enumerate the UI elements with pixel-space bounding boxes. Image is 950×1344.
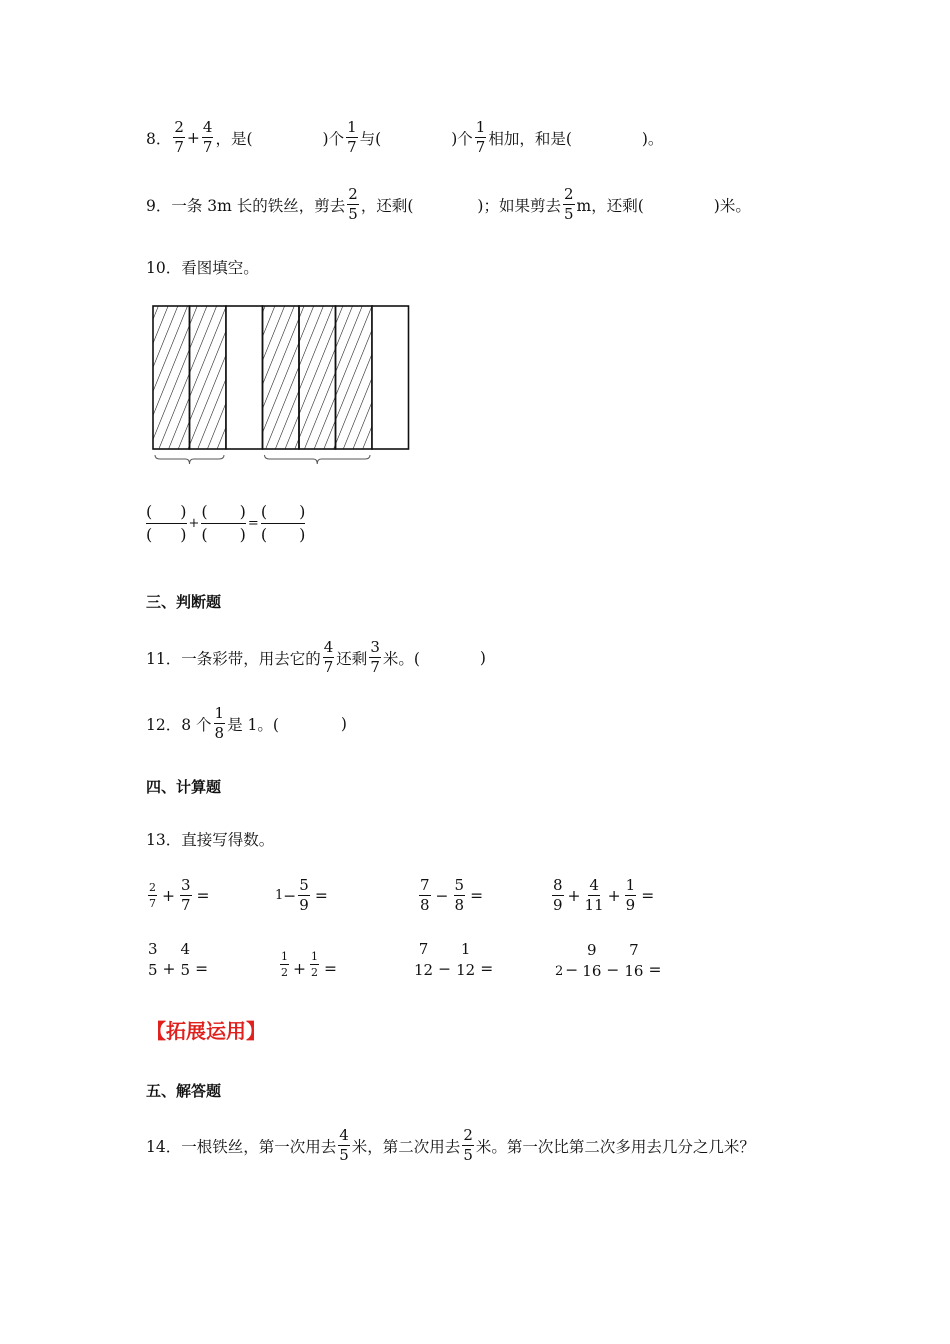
text: 相加，和是( — [488, 129, 572, 148]
fraction — [419, 878, 431, 913]
numerator: 2 — [563, 185, 574, 203]
denominator-blank[interactable]: ( ) — [146, 525, 187, 544]
denominator: 8 — [214, 724, 225, 742]
fraction-equation — [146, 504, 305, 543]
denominator: 12 — [456, 961, 476, 979]
operator: − — [438, 960, 452, 978]
denominator: 5 — [348, 205, 358, 223]
numerator: 7 — [420, 876, 430, 894]
question-9 — [146, 187, 751, 222]
question-13 — [146, 828, 274, 850]
text: 一根铁丝，第一次用去 — [181, 1137, 337, 1156]
numerator: 7 — [418, 940, 429, 958]
numerator: 4 — [180, 940, 191, 958]
equals-sign: = — [470, 886, 484, 905]
brace — [155, 455, 224, 464]
fraction — [346, 120, 358, 155]
extend-section-title: 【拓展运用】 — [146, 1019, 266, 1043]
section-heading-judgment: 三、判断题 — [146, 593, 222, 611]
numerator: 1 — [281, 949, 288, 963]
blank-fraction[interactable] — [146, 504, 187, 543]
fraction — [552, 878, 564, 913]
question-10 — [146, 256, 259, 278]
operator: + — [162, 886, 175, 905]
denominator: 7 — [202, 138, 213, 156]
denominator: 7 — [370, 658, 380, 676]
operator: + — [162, 960, 176, 978]
equals-sign: = — [641, 886, 655, 905]
question-text: 直接写得数。 — [181, 831, 275, 849]
fraction — [181, 942, 191, 978]
text: ，是( — [215, 129, 253, 148]
denominator: 8 — [454, 896, 465, 914]
operator: − — [283, 886, 297, 905]
denominator: 5 — [148, 961, 158, 979]
fraction — [456, 942, 475, 978]
numerator: 5 — [454, 876, 465, 894]
numerator: 3 — [148, 940, 158, 958]
operator: + — [293, 960, 306, 978]
calc-item — [146, 942, 208, 978]
fraction — [148, 942, 158, 978]
equals-sign: = — [195, 960, 209, 978]
text: 一条 3m 长的铁丝，剪去 — [171, 196, 346, 215]
text: 与( — [359, 129, 382, 148]
blank-fraction[interactable] — [201, 504, 246, 543]
fraction — [173, 120, 185, 155]
question-number: 9． — [146, 196, 172, 215]
text: ) — [340, 714, 347, 733]
numerator: 4 — [339, 1126, 349, 1144]
fraction — [563, 187, 575, 222]
plus-sign: + — [186, 128, 200, 147]
denominator: 9 — [553, 896, 563, 914]
fraction — [347, 187, 359, 222]
denominator-blank[interactable]: ( ) — [260, 525, 306, 544]
text: ) — [479, 648, 486, 667]
fraction — [148, 882, 157, 909]
text: 米，第二次用去 — [351, 1137, 461, 1156]
numerator: 1 — [311, 949, 318, 963]
empty-segment — [226, 306, 263, 449]
numerator-blank[interactable]: ( ) — [261, 504, 306, 524]
denominator: 5 — [339, 1146, 349, 1164]
numerator: 8 — [553, 876, 563, 894]
denominator: 5 — [563, 205, 574, 223]
question-number: 13． — [146, 831, 182, 849]
fraction — [180, 878, 192, 913]
fraction — [625, 878, 637, 913]
shaded-segment — [190, 306, 227, 449]
text: 米。第一次比第二次多用去几分之几米？ — [475, 1137, 755, 1156]
equals-sign: = — [324, 960, 337, 978]
fraction — [454, 878, 466, 913]
equals-sign: = — [648, 960, 662, 979]
question-12 — [146, 706, 347, 741]
text: 还剩 — [336, 649, 368, 668]
numerator: 1 — [475, 118, 486, 136]
denominator-blank[interactable]: ( ) — [201, 525, 246, 544]
numerator: 2 — [463, 1126, 473, 1144]
fraction — [582, 940, 602, 980]
fraction — [202, 120, 214, 155]
brace — [265, 455, 371, 464]
fraction — [298, 878, 310, 913]
denominator: 5 — [180, 961, 191, 979]
question-number: 11． — [146, 649, 182, 668]
shaded-segment — [153, 306, 190, 449]
calc-item — [278, 950, 337, 978]
text: 一条彩带，用去它的 — [181, 649, 321, 668]
numerator: 3 — [370, 638, 380, 656]
denominator: 11 — [584, 896, 604, 914]
calc-item — [417, 878, 483, 913]
fraction — [475, 120, 487, 155]
denominator: 8 — [420, 896, 430, 914]
numerator-blank[interactable]: ( ) — [201, 504, 246, 524]
numerator: 5 — [299, 876, 309, 894]
text: 是 1。( — [227, 715, 279, 734]
question-11 — [146, 640, 486, 675]
operator: − — [435, 886, 449, 905]
denominator: 7 — [181, 896, 191, 914]
numerator: 4 — [202, 118, 213, 136]
numerator: 2 — [174, 118, 184, 136]
calc-item — [146, 878, 210, 913]
denominator: 7 — [149, 897, 156, 910]
numerator: 1 — [214, 704, 225, 722]
section-heading-calculation: 四、计算题 — [146, 778, 222, 796]
shaded-segment — [263, 306, 300, 449]
denominator: 2 — [281, 965, 288, 979]
text: )；如果剪去 — [477, 196, 561, 215]
denominator: 16 — [582, 961, 602, 980]
text: )个 — [451, 129, 473, 148]
operator: − — [606, 960, 620, 979]
text: )。 — [641, 129, 664, 148]
denominator: 7 — [347, 138, 357, 156]
hatched-bar-figure — [150, 302, 415, 472]
question-14 — [146, 1128, 755, 1163]
calc-item — [555, 942, 661, 979]
question-number: 10． — [146, 259, 182, 277]
text: m，还剩( — [576, 196, 644, 215]
numerator: 3 — [181, 876, 191, 894]
calc-item — [412, 942, 493, 978]
shaded-segment — [336, 306, 373, 449]
denominator: 9 — [625, 896, 636, 914]
question-text: 看图填空。 — [181, 259, 259, 277]
denominator: 2 — [311, 965, 318, 979]
numerator-blank[interactable]: ( ) — [146, 504, 187, 524]
operator: + — [567, 886, 581, 905]
equals-sign: = — [314, 886, 328, 905]
fraction — [310, 951, 319, 978]
fraction — [338, 1128, 350, 1163]
fraction — [624, 940, 644, 980]
calc-item — [550, 878, 654, 913]
fraction — [585, 878, 604, 913]
shaded-segment — [299, 306, 336, 449]
operator: − — [565, 960, 579, 979]
braces — [155, 455, 370, 464]
numerator: 1 — [625, 876, 636, 894]
blank-fraction[interactable] — [261, 504, 306, 543]
denominator: 9 — [299, 896, 309, 914]
fraction — [462, 1128, 474, 1163]
operator: + — [607, 886, 621, 905]
equals-sign: = — [480, 960, 494, 978]
fraction — [214, 706, 226, 741]
numerator: 9 — [587, 940, 597, 959]
text: )米。 — [713, 196, 751, 215]
numerator: 2 — [348, 185, 358, 203]
bar-segments — [153, 306, 409, 449]
denominator: 7 — [174, 138, 184, 156]
question-number: 8． — [146, 129, 172, 148]
denominator: 16 — [624, 961, 644, 980]
calc-item — [275, 878, 328, 913]
numerator: 2 — [149, 881, 156, 894]
numerator: 4 — [589, 876, 599, 894]
denominator: 7 — [323, 658, 334, 676]
question-number: 12． — [146, 715, 182, 734]
question-8 — [146, 120, 663, 155]
numerator: 4 — [323, 638, 334, 656]
equals-sign: = — [196, 886, 210, 905]
text: ，还剩( — [360, 196, 414, 215]
fraction — [369, 640, 381, 675]
section-heading-answer: 五、解答题 — [146, 1082, 222, 1100]
equals-sign: = — [247, 516, 259, 531]
number: 2 — [555, 964, 564, 979]
fraction — [280, 951, 289, 978]
empty-segment — [372, 306, 409, 449]
fraction — [414, 942, 433, 978]
numerator: 1 — [347, 118, 357, 136]
numerator: 1 — [460, 940, 471, 958]
plus-sign: + — [188, 516, 200, 531]
text: 8 个 — [181, 715, 212, 734]
denominator: 7 — [475, 138, 486, 156]
number: 1 — [275, 888, 284, 903]
numerator: 7 — [629, 940, 639, 959]
denominator: 5 — [463, 1146, 473, 1164]
text: 米。( — [382, 649, 420, 668]
fraction — [323, 640, 335, 675]
question-number: 14． — [146, 1137, 182, 1156]
denominator: 12 — [414, 961, 434, 979]
text: )个 — [322, 129, 345, 148]
